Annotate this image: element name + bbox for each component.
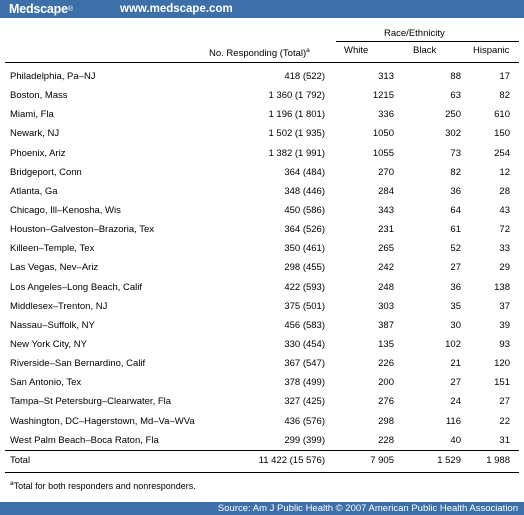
cell-city: Nassau–Suffolk, NY — [10, 319, 95, 331]
table-row — [5, 220, 519, 239]
race-ethnicity-table — [5, 67, 519, 470]
table-total-row — [5, 450, 519, 470]
cell-total: 418 (522) — [284, 71, 325, 83]
cell-white: 1055 — [372, 147, 394, 159]
cell-city: Washington, DC–Hagerstown, Md–Va–WVa — [10, 415, 195, 427]
cell-hispanic: 151 — [494, 377, 510, 389]
cell-black: 102 — [445, 339, 461, 351]
table-row — [5, 105, 519, 124]
cell-white: 135 — [378, 339, 394, 351]
col-header-total: No. Responding (Total)$^a$ — [209, 47, 310, 60]
cell-city: San Antonio, Tex — [10, 377, 82, 389]
cell-black: 36 — [450, 281, 461, 293]
table-bottom-rule — [5, 472, 519, 473]
race-ethnicity-group-header: Race/Ethnicity — [384, 28, 445, 39]
table-row — [5, 431, 519, 451]
cell-city: Tampa–St Petersburg–Clearwater, Fla — [10, 396, 172, 408]
cell-total: 378 (499) — [284, 377, 325, 389]
cell-city: Las Vegas, Nev–Ariz — [10, 262, 99, 274]
cell-black: 116 — [445, 415, 461, 427]
cell-black: 1 529 — [397, 450, 463, 470]
cell-black: 27 — [450, 377, 461, 389]
cell-white: 303 — [378, 300, 394, 312]
table-row — [5, 297, 519, 316]
cell-total: 298 (455) — [284, 262, 325, 274]
cell-city: Atlanta, Ga — [10, 185, 58, 197]
cell-total: 327 (425) — [284, 396, 325, 408]
cell-white: 248 — [378, 281, 394, 293]
cell-hispanic: 31 — [499, 434, 510, 446]
table-row — [5, 182, 519, 201]
cell-white: 242 — [378, 262, 394, 274]
table-row — [5, 354, 519, 373]
table-row — [5, 86, 519, 105]
cell-black: 52 — [450, 243, 461, 255]
cell-total: 1 196 (1 801) — [268, 109, 325, 121]
cell-city: Middlesex–Trenton, NJ — [10, 300, 108, 312]
table-body — [5, 67, 519, 470]
table-row — [5, 144, 519, 163]
cell-total: 330 (454) — [284, 339, 325, 351]
footnote-sup: a — [10, 480, 14, 487]
cell-white: 270 — [378, 166, 394, 178]
table-row — [5, 239, 519, 258]
cell-white: 298 — [378, 415, 394, 427]
col-header-black: Black — [413, 45, 437, 56]
cell-total: 1 502 (1 935) — [268, 128, 325, 140]
cell-hispanic: 138 — [494, 281, 510, 293]
cell-black: 27 — [450, 262, 461, 274]
cell-city: Los Angeles–Long Beach, Calif — [10, 281, 143, 293]
cell-hispanic: 93 — [499, 339, 510, 351]
cell-hispanic: 82 — [499, 90, 510, 102]
cell-total: 367 (547) — [284, 358, 325, 370]
cell-city: Newark, NJ — [10, 128, 60, 140]
cell-white: 284 — [378, 185, 394, 197]
cell-black: 88 — [450, 71, 461, 83]
col-header-white: White — [344, 45, 369, 56]
cell-total: 450 (586) — [284, 205, 325, 217]
cell-white: 231 — [378, 224, 394, 236]
cell-total: 456 (583) — [284, 319, 325, 331]
cell-white: 226 — [378, 358, 394, 370]
cell-black: 82 — [450, 166, 461, 178]
table-row — [5, 335, 519, 354]
header-bar — [0, 0, 524, 18]
cell-total: 348 (446) — [284, 185, 325, 197]
table-row — [5, 373, 519, 392]
table-row — [5, 412, 519, 431]
cell-black: 64 — [450, 205, 461, 217]
cell-hispanic: 39 — [499, 319, 510, 331]
cell-white: 1050 — [372, 128, 394, 140]
cell-total: 375 (501) — [284, 300, 325, 312]
cell-white: 265 — [378, 243, 394, 255]
cell-total: 422 (593) — [284, 281, 325, 293]
table-row — [5, 392, 519, 411]
cell-hispanic: 610 — [494, 109, 510, 121]
registered-mark: ® — [67, 6, 73, 13]
cell-black: 36 — [450, 185, 461, 197]
cell-city: Philadelphia, Pa–NJ — [10, 71, 96, 83]
cell-black: 30 — [450, 319, 461, 331]
cell-city: Miami, Fla — [10, 109, 54, 121]
cell-white: 387 — [378, 319, 394, 331]
cell-total: 436 (576) — [284, 415, 325, 427]
cell-total: 350 (461) — [284, 243, 325, 255]
source-citation: Source: Am J Public Health © 2007 American Public Health Association — [217, 503, 518, 514]
table-row — [5, 201, 519, 220]
cell-black: 63 — [450, 90, 461, 102]
cell-total: 1 360 (1 792) — [268, 90, 325, 102]
cell-hispanic: 120 — [494, 358, 510, 370]
cell-black: 24 — [450, 396, 461, 408]
table-row — [5, 258, 519, 277]
header-bottom-rule — [5, 62, 519, 63]
cell-city: Killeen–Temple, Tex — [10, 243, 95, 255]
cell-total: 364 (484) — [284, 166, 325, 178]
cell-hispanic: 17 — [499, 71, 510, 83]
cell-hispanic: 22 — [499, 415, 510, 427]
cell-city: West Palm Beach–Boca Raton, Fla — [10, 434, 159, 446]
table-row — [5, 316, 519, 335]
cell-black: 73 — [450, 147, 461, 159]
cell-black: 40 — [450, 434, 461, 446]
cell-black: 61 — [450, 224, 461, 236]
cell-hispanic: 28 — [499, 185, 510, 197]
cell-black: 302 — [445, 128, 461, 140]
cell-white: 313 — [378, 71, 394, 83]
cell-black: 250 — [445, 109, 461, 121]
cell-city: Riverside–San Bernardino, Calif — [10, 358, 146, 370]
table-row — [5, 163, 519, 182]
cell-total: 11 422 (15 576) — [200, 450, 334, 470]
cell-black: 21 — [450, 358, 461, 370]
cell-hispanic: 254 — [494, 147, 510, 159]
cell-hispanic: 27 — [499, 396, 510, 408]
table-row — [5, 67, 519, 86]
cell-white: 276 — [378, 396, 394, 408]
cell-hispanic: 150 — [494, 128, 510, 140]
cell-city: Bridgeport, Conn — [10, 166, 82, 178]
cell-city: Houston–Galveston–Brazoria, Tex — [10, 224, 154, 236]
cell-hispanic: 72 — [499, 224, 510, 236]
cell-total: 1 382 (1 991) — [268, 147, 325, 159]
cell-white: 1215 — [372, 90, 394, 102]
table-row — [5, 278, 519, 297]
cell-city: New York City, NY — [10, 339, 87, 351]
cell-hispanic: 43 — [499, 205, 510, 217]
cell-city: Chicago, Ill–Kenosha, Wis — [10, 205, 121, 217]
site-url-link[interactable]: www.medscape.com — [120, 3, 233, 15]
cell-white: 228 — [378, 434, 394, 446]
cell-city: Boston, Mass — [10, 90, 68, 102]
source-bar — [0, 502, 524, 515]
cell-hispanic: 12 — [499, 166, 510, 178]
cell-white: 200 — [378, 377, 394, 389]
footnote-text: Total for both responders and nonresponders. — [13, 481, 196, 491]
cell-city: Total — [5, 450, 200, 470]
cell-city: Phoenix, Ariz — [10, 147, 66, 159]
cell-white: 343 — [378, 205, 394, 217]
cell-white: 7 905 — [334, 450, 397, 470]
cell-hispanic: 33 — [499, 243, 510, 255]
cell-white: 336 — [378, 109, 394, 121]
cell-total: 299 (399) — [284, 434, 325, 446]
cell-hispanic: 37 — [499, 300, 510, 312]
medscape-logo[interactable]: Medscape® — [9, 2, 73, 16]
footnote — [10, 480, 196, 491]
group-header-rule — [336, 41, 519, 42]
cell-hispanic: 1 988 — [463, 450, 519, 470]
table-row — [5, 124, 519, 143]
col-header-total-sup: a — [306, 47, 310, 54]
cell-total: 364 (526) — [284, 224, 325, 236]
col-header-hispanic: Hispanic — [473, 45, 510, 56]
cell-hispanic: 29 — [499, 262, 510, 274]
cell-black: 35 — [450, 300, 461, 312]
